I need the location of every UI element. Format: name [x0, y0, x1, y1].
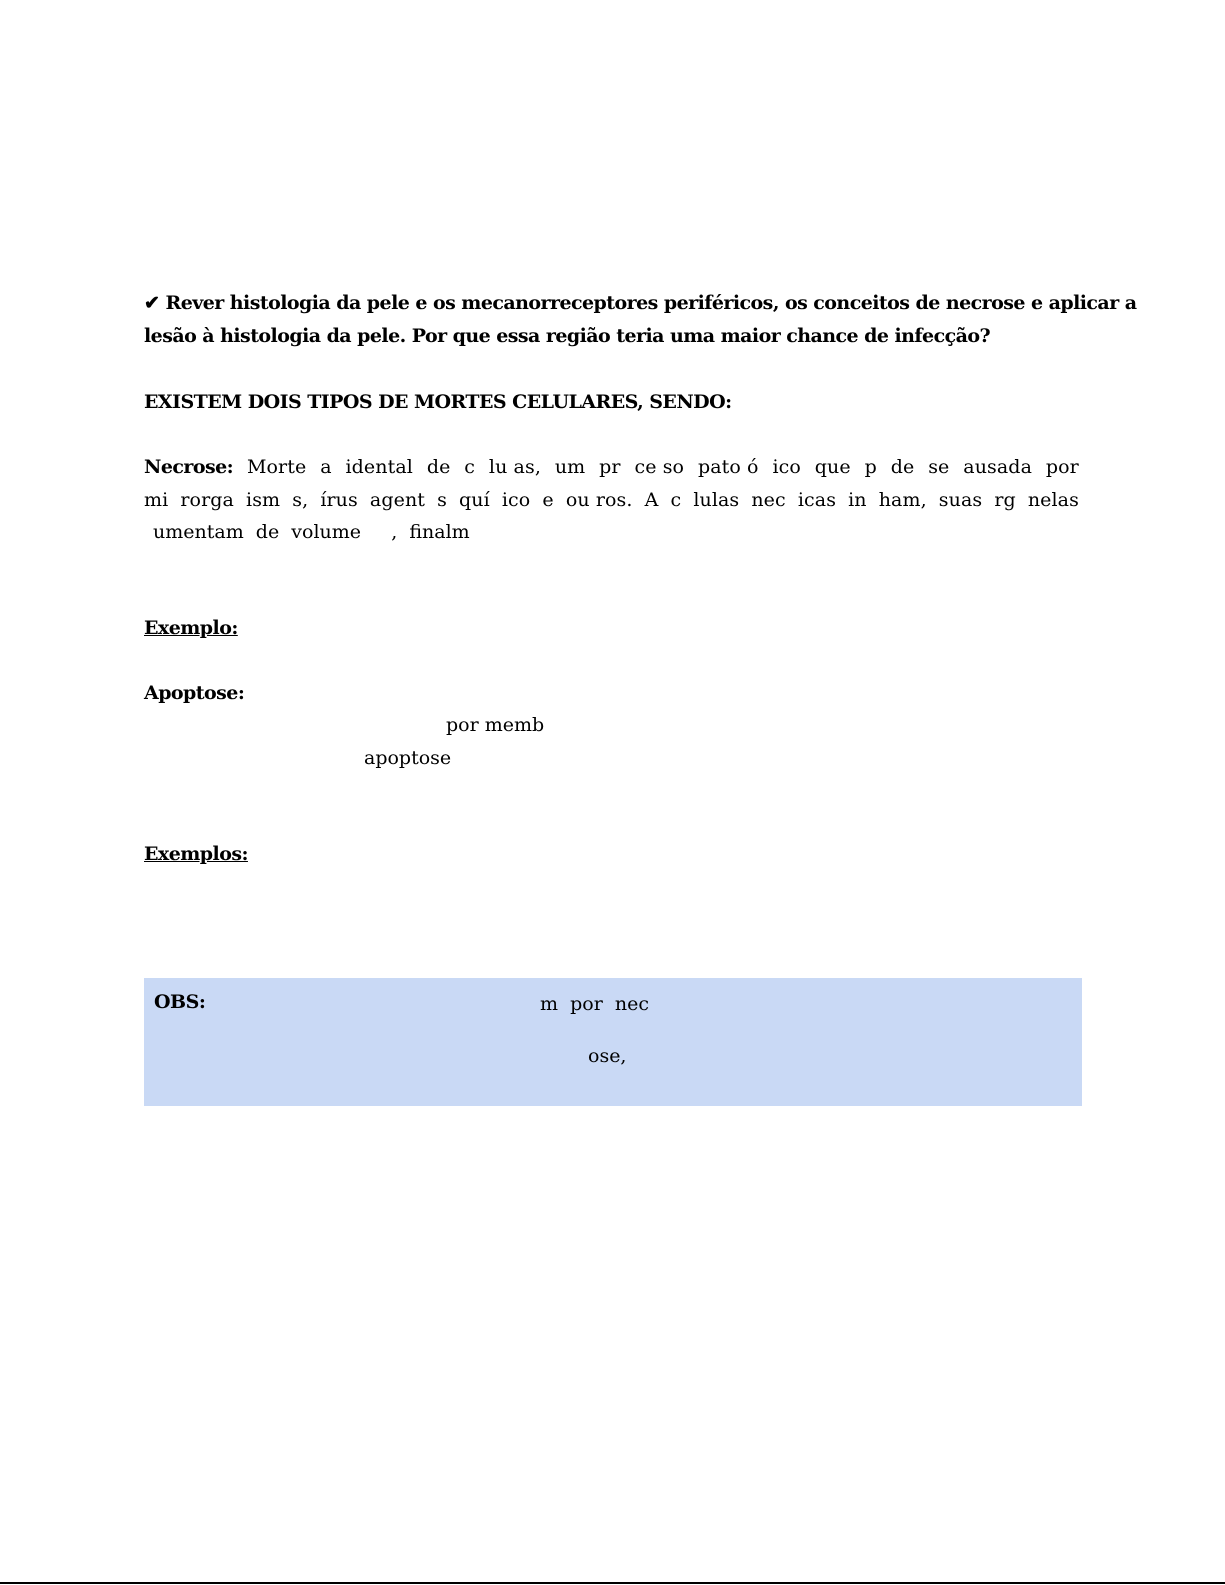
apoptose-fragment-1: por memb — [446, 714, 545, 736]
necrose-paragraph-line-2 — [144, 489, 1079, 511]
obs-label: OBS: — [154, 991, 206, 1013]
necrose-word: se — [928, 456, 950, 478]
exemplos-label: Exemplos: — [144, 843, 248, 865]
necrose-word: quí — [459, 489, 490, 511]
necrose-word: lulas — [693, 489, 740, 511]
checkmark-icon: ✔ — [144, 292, 160, 314]
necrose-word: ico — [772, 456, 801, 478]
necrose-word: A — [644, 489, 659, 511]
necrose-word: írus — [320, 489, 358, 511]
apoptose-fragment-2: apoptose — [364, 747, 452, 769]
obs-fragment-2: ose, — [588, 1045, 627, 1067]
section-heading: EXISTEM DOIS TIPOS DE MORTES CELULARES, SENDO: — [144, 391, 732, 413]
necrose-word: c — [670, 489, 682, 511]
necrose-word: que — [814, 456, 851, 478]
necrose-word: Morte — [246, 456, 307, 478]
necrose-paragraph — [144, 456, 1079, 478]
necrose-word: ou ros. — [565, 489, 633, 511]
necrose-word: nelas — [1027, 489, 1079, 511]
necrose-word: de — [426, 456, 451, 478]
obs-fragment-1: m por nec — [540, 993, 649, 1015]
necrose-word: pato ó — [697, 456, 759, 478]
page-bottom-border — [0, 1582, 1225, 1584]
necrose-word: suas — [938, 489, 983, 511]
obs-box — [144, 978, 1082, 1106]
necrose-line-2 — [144, 489, 1079, 511]
necrose-word: ham, — [878, 489, 927, 511]
necrose-word: s, — [292, 489, 309, 511]
objective-line-2: lesão à histologia da pele. Por que essa região teria uma maior chance de infecção? — [144, 325, 991, 347]
necrose-word: pr — [599, 456, 621, 478]
necrose-word: de — [890, 456, 915, 478]
necrose-label: Necrose: — [144, 456, 234, 478]
necrose-word: in — [848, 489, 867, 511]
necrose-word: ism — [246, 489, 281, 511]
necrose-word: ausada — [963, 456, 1032, 478]
necrose-word: rg — [994, 489, 1016, 511]
necrose-word: e — [542, 489, 554, 511]
necrose-word: s — [437, 489, 447, 511]
necrose-word: um — [554, 456, 586, 478]
apoptose-label: Apoptose: — [144, 682, 245, 704]
objective-text-1: Rever histologia da pele e os mecanorreceptores periféricos, os conceitos de necrose e aplicar a — [165, 292, 1137, 314]
necrose-word: a — [320, 456, 332, 478]
necrose-word: ce so — [634, 456, 685, 478]
necrose-word: lu as, — [488, 456, 541, 478]
necrose-word: nec — [751, 489, 786, 511]
necrose-word: c — [464, 456, 476, 478]
necrose-word: ico — [501, 489, 531, 511]
necrose-word: rorga — [180, 489, 234, 511]
necrose-word: por — [1045, 456, 1079, 478]
objective-line-1 — [144, 292, 1136, 314]
necrose-line-1 — [144, 456, 1079, 478]
necrose-word: mi — [144, 489, 169, 511]
necrose-word: idental — [345, 456, 413, 478]
necrose-line-3: umentam de volume , finalm — [153, 521, 470, 543]
necrose-word: agent — [369, 489, 426, 511]
necrose-word: p — [864, 456, 877, 478]
exemplo-label: Exemplo: — [144, 617, 238, 639]
necrose-word: icas — [797, 489, 837, 511]
